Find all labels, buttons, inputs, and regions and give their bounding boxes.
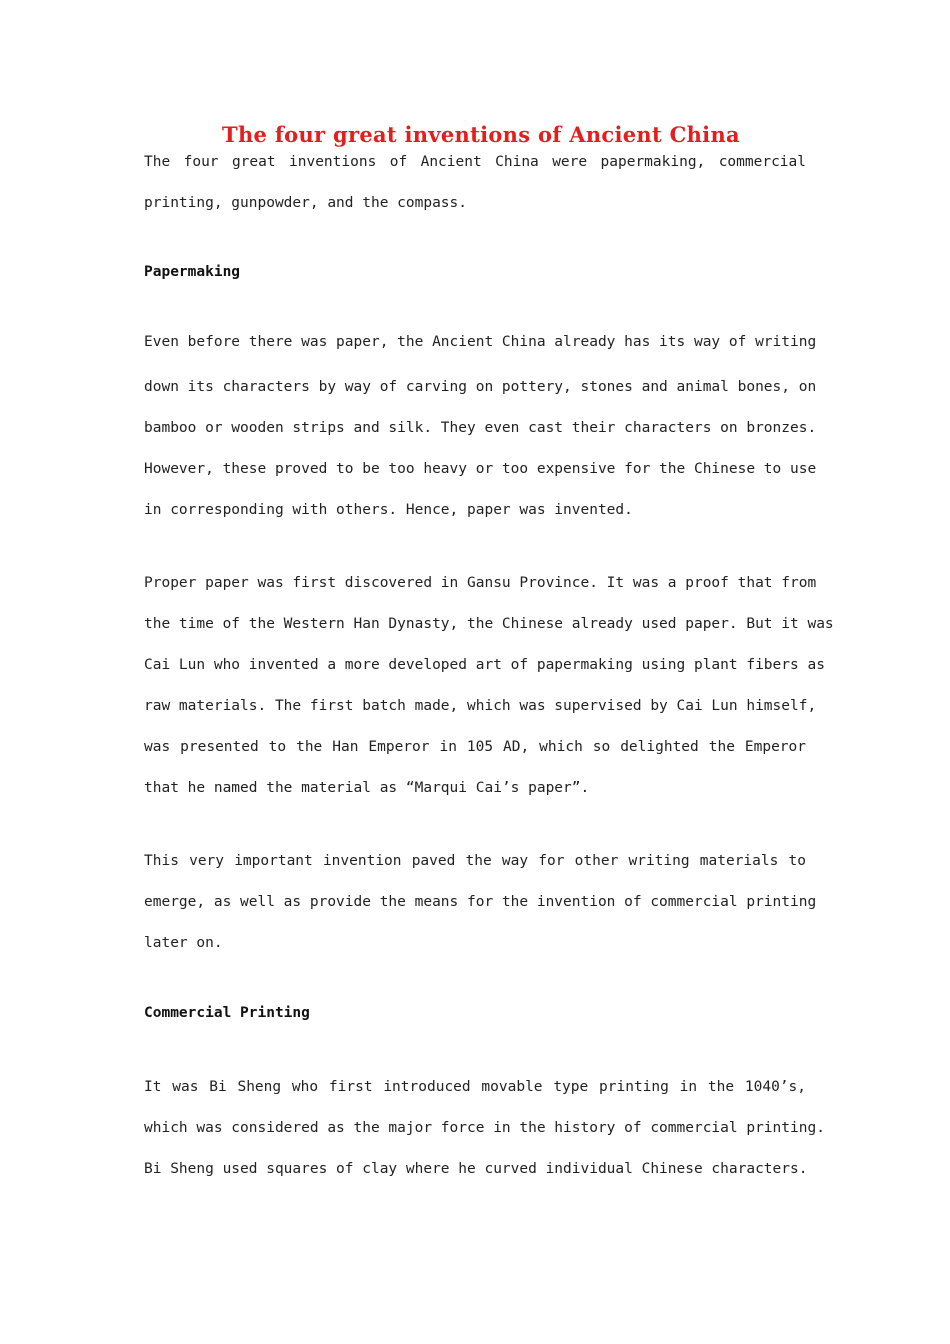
- text-line: in corresponding with others. Hence, paper was invented.: [144, 502, 633, 518]
- paragraph: [144, 841, 817, 964]
- text-line: Proper paper was first discovered in Gansu Province. It was a proof that from: [144, 575, 817, 591]
- paragraph: [144, 1067, 825, 1190]
- text-line: was presented to the Han Emperor in 105 AD, which so delighted the Emperor: [144, 739, 806, 755]
- text-line: later on.: [144, 935, 223, 951]
- text-line: It was Bi Sheng who first introduced movable type printing in the 1040’s,: [144, 1079, 806, 1095]
- document-title: The four great inventions of Ancient China: [222, 122, 740, 147]
- text-line: that he named the material as “Marqui Cai’s paper”.: [144, 780, 590, 796]
- text-line: which was considered as the major force in the history of commercial printing.: [144, 1120, 825, 1136]
- text-line: Cai Lun who invented a more developed art of papermaking using plant fibers as: [144, 657, 825, 673]
- text-line: down its characters by way of carving on pottery, stones and animal bones, on: [144, 379, 817, 395]
- text-line: printing, gunpowder, and the compass.: [144, 195, 468, 211]
- text-line: raw materials. The first batch made, which was supervised by Cai Lun himself,: [144, 698, 817, 714]
- intro-paragraph: [144, 142, 806, 224]
- text-line: This very important invention paved the way for other writing materials to: [144, 853, 806, 869]
- text-line: The four great inventions of Ancient China were papermaking, commercial: [144, 154, 806, 170]
- text-line: Even before there was paper, the Ancient China already has its way of writing: [144, 334, 817, 350]
- text-line: the time of the Western Han Dynasty, the Chinese already used paper. But it was: [144, 616, 834, 632]
- text-line: emerge, as well as provide the means for the invention of commercial printing: [144, 894, 817, 910]
- text-line: Bi Sheng used squares of clay where he curved individual Chinese characters.: [144, 1161, 808, 1177]
- paragraph: [144, 563, 834, 809]
- text-line: bamboo or wooden strips and silk. They even cast their characters on bronzes.: [144, 420, 817, 436]
- section-heading-commercial-printing: Commercial Printing: [144, 1005, 310, 1021]
- text-line: However, these proved to be too heavy or too expensive for the Chinese to use: [144, 461, 817, 477]
- paragraph: [144, 322, 817, 531]
- section-heading-papermaking: Papermaking: [144, 264, 241, 280]
